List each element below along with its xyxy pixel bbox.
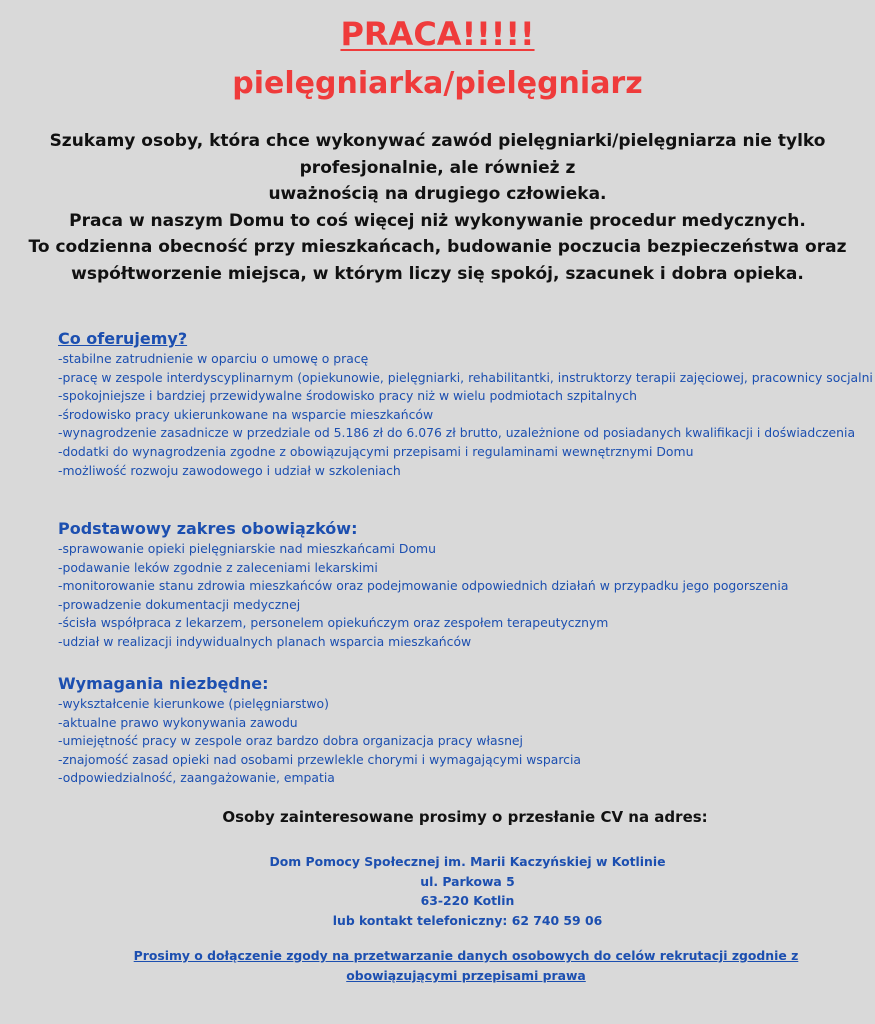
list-item: -dodatki do wynagrodzenia zgodne z obowiązującymi przepisami i regulaminami wewnętrznymi Domu [58, 443, 694, 459]
duties-section [58, 518, 873, 652]
requirements-section [58, 673, 873, 788]
intro-text [20, 128, 855, 287]
list-item: -środowisko pracy ukierunkowane na wsparcie mieszkańców [58, 406, 434, 422]
list-item: -wynagrodzenie zasadnicze w przedziale od 5.186 zł do 6.076 zł brutto, uzależnione od posiadanych kwalifikacji i doświadczenia [58, 425, 856, 441]
list-item: -spokojniejsze i bardziej przewidywalne środowisko pracy niż w wielu podmiotach szpitalnych [58, 388, 637, 404]
duties-list [58, 540, 873, 652]
address-line: Dom Pomocy Społecznej im. Marii Kaczyńskiej w Kotlinie [269, 854, 666, 869]
list-item: -aktualne prawo wykonywania zawodu [58, 714, 298, 730]
list-item: -monitorowanie stanu zdrowia mieszkańców oraz podejmowanie odpowiednich działań w przypadku jego pogorszenia [58, 578, 789, 594]
page-title: PRACA!!!!! [340, 15, 535, 53]
duties-heading: Podstawowy zakres obowiązków: [58, 519, 358, 538]
requirements-list [58, 695, 873, 788]
list-item: -umiejętność pracy w zespole oraz bardzo dobra organizacja pracy własnej [58, 733, 523, 749]
address-line: 63-220 Kotlin [420, 893, 515, 908]
intro-line: Szukamy osoby, która chce wykonywać zawód pielęgniarki/pielęgniarza nie tylko [49, 131, 826, 151]
list-item: -ścisła współpraca z lekarzem, personelem opiekuńczym oraz zespołem terapeutycznym [58, 615, 609, 631]
address-line: ul. Parkowa 5 [420, 873, 515, 889]
requirements-heading: Wymagania niezbędne: [58, 674, 269, 693]
list-item: -wykształcenie kierunkowe (pielęgniarstwo) [58, 696, 329, 711]
list-item: -podawanie leków zgodnie z zaleceniami lekarskimi [58, 559, 378, 575]
phone-line: lub kontakt telefoniczny: 62 740 59 06 [332, 912, 603, 928]
job-title: pielęgniarka/pielęgniarz [232, 66, 643, 101]
intro-line: Praca w naszym Domu to coś więcej niż wykonywanie procedur medycznych. [69, 210, 806, 231]
intro-line: współtworzenie miejsca, w którym liczy się spokój, szacunek i dobra opieka. [71, 263, 804, 284]
list-item: -udział w realizacji indywidualnych planach wsparcia mieszkańców [58, 633, 472, 649]
list-item: -znajomość zasad opieki nad osobami przewlekle chorymi i wymagającymi wsparcia [58, 751, 582, 767]
list-item: -pracę w zespole interdyscyplinarnym (opiekunowie, pielęgniarki, rehabilitantki, instruktorzy terapii zajęciowej, pracownicy socjalni [58, 369, 873, 385]
consent-notice: Prosimy o dołączenie zgody na przetwarzanie danych osobowych do celów rekrutacji zgodnie z obowiązującymi przepisami prawa [133, 948, 799, 983]
contact-address [0, 852, 875, 930]
intro-line: profesjonalnie, ale również z [299, 157, 576, 178]
list-item: -odpowiedzialność, zaangażowanie, empatia [58, 770, 335, 786]
offer-section [58, 328, 873, 480]
list-item: -stabilne zatrudnienie w oparciu o umowę o pracę [58, 351, 369, 366]
contact-heading: Osoby zainteresowane prosimy o przesłanie CV na adres: [222, 808, 708, 826]
list-item: -prowadzenie dokumentacji medycznej [58, 596, 301, 612]
offer-heading: Co oferujemy? [58, 329, 188, 348]
list-item: -sprawowanie opieki pielęgniarskie nad mieszkańcami Domu [58, 541, 436, 556]
intro-line: uważnością na drugiego człowieka. [268, 184, 607, 204]
offer-list [58, 350, 873, 480]
intro-line: To codzienna obecność przy mieszkańcach, budowanie poczucia bezpieczeństwa oraz [28, 237, 847, 257]
list-item: -możliwość rozwoju zawodowego i udział w szkoleniach [58, 462, 401, 478]
